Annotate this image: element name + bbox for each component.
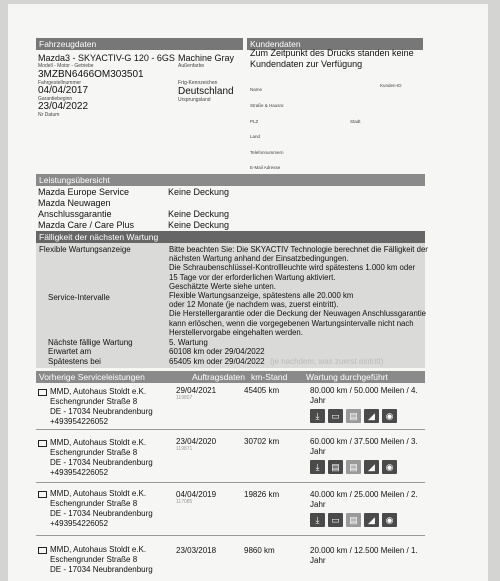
service-km: 30702 km xyxy=(244,437,280,446)
customer-phone-label: Telefonnummern xyxy=(250,150,284,155)
eye-icon[interactable]: ◉ xyxy=(382,460,397,474)
next-service-label: Nächste fällige Wartung xyxy=(48,338,133,347)
service-date: 23/03/2018 xyxy=(176,546,217,555)
download-icon[interactable]: ⤓ xyxy=(310,409,325,423)
maintenance-text-line: Bitte beachten Sie: Die SKYACTIV Technologie berechnet die Fälligkeit der xyxy=(169,245,428,254)
vehicle-reg-date-label: Garantiebeginn xyxy=(38,96,73,102)
service-date: 23/04/2020 xyxy=(176,437,217,446)
service-order: 119871 xyxy=(176,446,193,452)
tire-icon[interactable]: ◢ xyxy=(364,460,379,474)
service-done-2: Jahr xyxy=(310,556,326,565)
services-header xyxy=(36,371,425,383)
service-dealer: MMD, Autohaus Stoldt e.K. xyxy=(50,387,147,396)
document-icon[interactable]: ▤ xyxy=(346,409,361,423)
performance-header: Leistungsübersicht xyxy=(36,174,425,186)
customer-name-label: Name xyxy=(250,87,263,92)
maintenance-text xyxy=(169,245,428,337)
row-divider xyxy=(36,482,425,483)
customer-zip-label: PLZ xyxy=(250,119,259,124)
maintenance-text-line: Die Schraubenschlüssel-Kontrollleuchte wird spätestens 1.000 km oder xyxy=(169,263,416,273)
service-city: DE - 17034 Neubrandenburg xyxy=(50,407,153,416)
service-phone: +493954226052 xyxy=(50,519,109,528)
service-dealer: MMD, Autohaus Stoldt e.K. xyxy=(50,438,147,447)
envelope-icon xyxy=(38,389,47,396)
vehicle-date2-label: Nr Datum xyxy=(38,112,60,118)
maintenance-text-line: Flexible Wartungsanzeige, spätestens alle 20.000 km xyxy=(169,291,354,301)
eye-icon[interactable]: ◉ xyxy=(382,513,397,527)
performance-value-0: Keine Deckung xyxy=(168,187,230,197)
performance-value-2: Keine Deckung xyxy=(168,209,230,219)
service-city: DE - 17034 Neubrandenburg xyxy=(50,458,153,467)
maintenance-text-line: nächsten Wartung anhand der Einsatzbedingungen. xyxy=(169,254,349,264)
car-icon[interactable]: ▭ xyxy=(328,409,343,423)
service-done: 80.000 km / 50.000 Meilen / 4. xyxy=(310,386,418,395)
envelope-icon xyxy=(38,491,47,498)
service-done: 40.000 km / 25.000 Meilen / 2. xyxy=(310,490,418,499)
download-icon[interactable]: ⤓ xyxy=(310,513,325,527)
vehicle-reg-date: 04/04/2017 xyxy=(38,85,89,96)
document-icon[interactable]: ▤ xyxy=(346,460,361,474)
vehicle-plate-label: Frtg-Kennzeichen xyxy=(178,80,218,86)
maintenance-text-line: kann erlöschen, wenn die vorgegebenen Wartungsintervalle nicht nach xyxy=(169,318,414,328)
vehicle-country-label: Ursprungsland xyxy=(178,97,211,103)
service-phone: +493954226052 xyxy=(50,417,109,426)
service-street: Eschengrunder Straße 8 xyxy=(50,499,138,508)
car-icon[interactable]: ▭ xyxy=(328,513,343,527)
document-page xyxy=(8,4,488,581)
customer-message: Zum Zeitpunkt des Drucks standen keine Kundendaten zur Verfügung xyxy=(250,48,414,69)
maintenance-flex-label: Flexible Wartungsanzeige xyxy=(39,245,131,254)
expected-value: 60108 km oder 29/04/2022 xyxy=(169,347,265,356)
envelope-icon xyxy=(38,440,47,447)
latest-label: Spätestens bei xyxy=(48,357,101,366)
customer-city-label: Stadt xyxy=(350,119,361,124)
service-street: Eschengrunder Straße 8 xyxy=(50,397,138,406)
expected-label: Erwartet am xyxy=(48,347,92,356)
vehicle-country: Deutschland xyxy=(178,86,234,97)
services-col-km: km-Stand xyxy=(251,372,288,382)
service-city: DE - 17034 Neubrandenburg xyxy=(50,565,153,574)
service-done-2: Jahr xyxy=(310,447,326,456)
service-street: Eschengrunder Straße 8 xyxy=(50,555,138,564)
performance-label-1: Mazda Neuwagen xyxy=(38,198,111,208)
service-done-2: Jahr xyxy=(310,500,326,509)
service-km: 9860 km xyxy=(244,546,275,555)
row-divider xyxy=(36,535,425,536)
next-service-value: 5. Wartung xyxy=(169,338,208,347)
services-col-done: Wartung durchgeführt xyxy=(306,372,388,382)
service-done: 60.000 km / 37.500 Meilen / 3. xyxy=(310,437,418,446)
service-order: 117085 xyxy=(176,499,193,505)
maintenance-interval-label: Service-Intervalle xyxy=(48,293,110,302)
vehicle-color-label: Außenfarbe xyxy=(178,63,205,69)
service-km: 45405 km xyxy=(244,386,280,395)
customer-header: Kundendaten xyxy=(247,38,423,50)
vehicle-color: Machine Gray xyxy=(178,53,235,63)
latest-value: 65405 km oder 29/04/2022 xyxy=(169,357,265,366)
service-km: 19826 km xyxy=(244,490,280,499)
maintenance-text-line: Geschätzte Werte siehe unten. xyxy=(169,281,276,291)
performance-label-2: Anschlussgarantie xyxy=(38,209,112,219)
maintenance-text-line: oder 12 Monate (je nachdem was, zuerst eintritt). xyxy=(169,300,339,310)
customer-street-label: Straße & Hausnr. xyxy=(250,103,285,108)
service-icons xyxy=(310,513,397,527)
download-icon[interactable]: ⤓ xyxy=(310,460,325,474)
vehicle-model-label: Modell - Motor - Getriebe xyxy=(38,63,94,69)
customer-email-label: E-Mail Adresse xyxy=(250,165,281,170)
service-street: Eschengrunder Straße 8 xyxy=(50,448,138,457)
row-divider xyxy=(36,429,425,430)
vehicle-header: Fahrzeugdaten xyxy=(36,38,243,50)
document-icon[interactable]: ▤ xyxy=(346,513,361,527)
document-icon[interactable]: ▤ xyxy=(328,460,343,474)
vehicle-date2: 23/04/2022 xyxy=(38,101,89,112)
services-col-previous: Vorherige Serviceleistungen xyxy=(39,372,145,382)
service-icons xyxy=(310,460,397,474)
tire-icon[interactable]: ◢ xyxy=(364,513,379,527)
services-col-order: Auftragsdaten xyxy=(192,372,245,382)
service-city: DE - 17034 Neubrandenburg xyxy=(50,509,153,518)
service-dealer: MMD, Autohaus Stoldt e.K. xyxy=(50,545,147,554)
tire-icon[interactable]: ◢ xyxy=(364,409,379,423)
maintenance-text-line: Herstellervorgabe eingehalten werden. xyxy=(169,327,303,337)
performance-label-3: Mazda Care / Care Plus xyxy=(38,220,135,230)
service-done: 20.000 km / 12.500 Meilen / 1. xyxy=(310,546,418,555)
performance-label-0: Mazda Europe Service xyxy=(38,187,130,197)
customer-country-label: Land xyxy=(250,134,261,139)
vehicle-vin: 3MZBN6466OM303501 xyxy=(38,69,144,80)
performance-value-3: Keine Deckung xyxy=(168,220,230,230)
maintenance-text-line: 15 Tage vor der erforderlichen Wartung aktiviert. xyxy=(169,272,336,282)
service-phone: +493954226052 xyxy=(50,468,109,477)
service-date: 04/04/2019 xyxy=(176,490,217,499)
vehicle-model: Mazda3 - SKYACTIV-G 120 - 6GS xyxy=(38,53,175,63)
service-date: 29/04/2021 xyxy=(176,386,217,395)
envelope-icon xyxy=(38,547,47,554)
maintenance-text-line: Die Herstellergarantie oder die Deckung der Neuwagen Anschlussgarantie xyxy=(169,309,427,319)
eye-icon[interactable]: ◉ xyxy=(382,409,397,423)
customer-id-label: Kunden-ID xyxy=(380,83,402,88)
latest-note: (je nachdem, was zuerst eintritt) xyxy=(270,357,384,366)
maintenance-header: Fälligkeit der nächsten Wartung xyxy=(36,231,425,243)
service-order: 119807 xyxy=(176,395,193,401)
service-dealer: MMD, Autohaus Stoldt e.K. xyxy=(50,489,147,498)
vehicle-vin-label: Fahrgestellnummer xyxy=(38,80,82,86)
service-icons xyxy=(310,409,397,423)
service-done-2: Jahr xyxy=(310,396,326,405)
